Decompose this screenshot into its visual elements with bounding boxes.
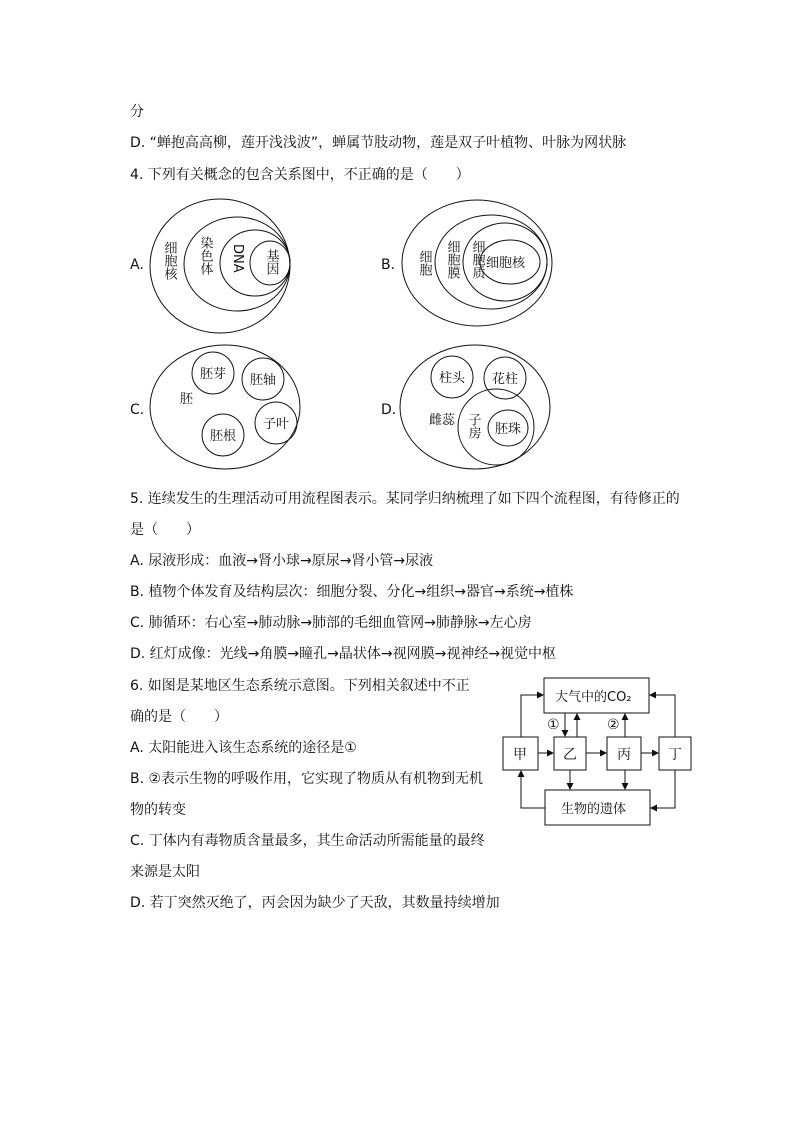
- question-6-option-a: A. 太阳能进入该生态系统的途径是①: [130, 740, 357, 756]
- diagram-b-option: B.: [381, 257, 396, 273]
- diagram-d-option: D.: [381, 402, 397, 418]
- diagram-a-inner-label: 基因: [263, 249, 279, 275]
- diagram-a-second-label: 染色体: [197, 236, 213, 275]
- diagram-c-item-1: 胚芽: [200, 367, 227, 382]
- ding-label: 丁: [668, 747, 682, 763]
- diagram-b-third-label: 细胞质: [469, 240, 485, 279]
- diagram-a-third-label: DNA: [230, 244, 245, 273]
- arrow-ding-to-co2: [650, 695, 675, 737]
- question-5-line-2: 是（ ）: [130, 522, 200, 538]
- mark-2-label: ②: [607, 717, 620, 733]
- diagram-d-item-1: 柱头: [439, 371, 466, 386]
- text-line-fen: 分: [130, 104, 144, 120]
- atmosphere-co2-label: 大气中的CO₂: [555, 690, 632, 705]
- mark-1-label: ①: [547, 717, 560, 733]
- arrow-ding-to-remains: [651, 770, 675, 808]
- diagram-a-outer-label: 细胞核: [161, 241, 177, 280]
- diagram-b-inner-label: 细胞核: [486, 256, 526, 271]
- diagram-c-option: C.: [130, 402, 145, 418]
- question-6-option-b-1: B. ②表示生物的呼吸作用，它实现了物质从有机物到无机: [130, 771, 484, 787]
- jia-label: 甲: [513, 747, 527, 763]
- question-6-option-c-1: C. 丁体内有毒物质含量最多，其生命活动所需能量的最终: [130, 833, 485, 849]
- question-6-option-b-2: 物的转变: [130, 802, 186, 818]
- question-6-line-1: 6. 如图是某地区生态系统示意图。下列相关叙述中不正: [130, 678, 470, 694]
- diagram-d-item-4: 胚珠: [495, 422, 522, 437]
- arrow-jia-to-co2: [521, 695, 543, 737]
- question-5-option-c: C. 肺循环：右心室→肺动脉→肺部的毛细血管网→肺静脉→左心房: [130, 615, 532, 631]
- diagram-b-second-label: 细胞膜: [444, 240, 460, 279]
- diagram-d-item-3: 子房: [465, 413, 481, 439]
- arrow-remains-to-jia: [521, 771, 545, 808]
- question-6-line-2: 确的是（ ）: [130, 709, 228, 725]
- diagram-b-outer-label: 细胞: [416, 250, 432, 276]
- diagram-d-outer-label: 雌蕊: [429, 413, 456, 428]
- question-6-option-c-2: 来源是太阳: [130, 864, 200, 880]
- remains-label: 生物的遗体: [561, 802, 627, 817]
- q3-option-d: D. “蝉抱高高柳，莲开浅浅波”，蝉属节肢动物，莲是双子叶植物、叶脉为网状脉: [130, 135, 627, 151]
- diagram-c-item-4: 胚根: [210, 429, 237, 444]
- question-5-option-b: B. 植物个体发育及结构层次：细胞分裂、分化→组织→器官→系统→植株: [130, 584, 574, 600]
- question-4: 4. 下列有关概念的包含关系图中，不正确的是（ ）: [130, 167, 470, 183]
- bing-label: 丙: [617, 747, 631, 763]
- diagram-c-outer-label: 胚: [180, 392, 194, 407]
- question-5-option-a: A. 尿液形成：血液→肾小球→原尿→肾小管→尿液: [130, 553, 434, 569]
- yi-label: 乙: [563, 747, 577, 763]
- diagram-c-item-2: 胚轴: [250, 373, 277, 388]
- question-6-option-d: D. 若丁突然灭绝了，丙会因为缺少了天敌，其数量持续增加: [130, 895, 500, 911]
- diagram-a-option: A.: [130, 257, 144, 273]
- diagram-c-item-3: 子叶: [263, 417, 290, 432]
- question-5-line-1: 5. 连续发生的生理活动可用流程图表示。某同学归纳梳理了如下四个流程图，有待修正的: [130, 491, 680, 507]
- question-5-option-d: D. 红灯成像：光线→角膜→瞳孔→晶状体→视网膜→视神经→视觉中枢: [130, 646, 557, 662]
- diagram-d-item-2: 花柱: [492, 372, 519, 387]
